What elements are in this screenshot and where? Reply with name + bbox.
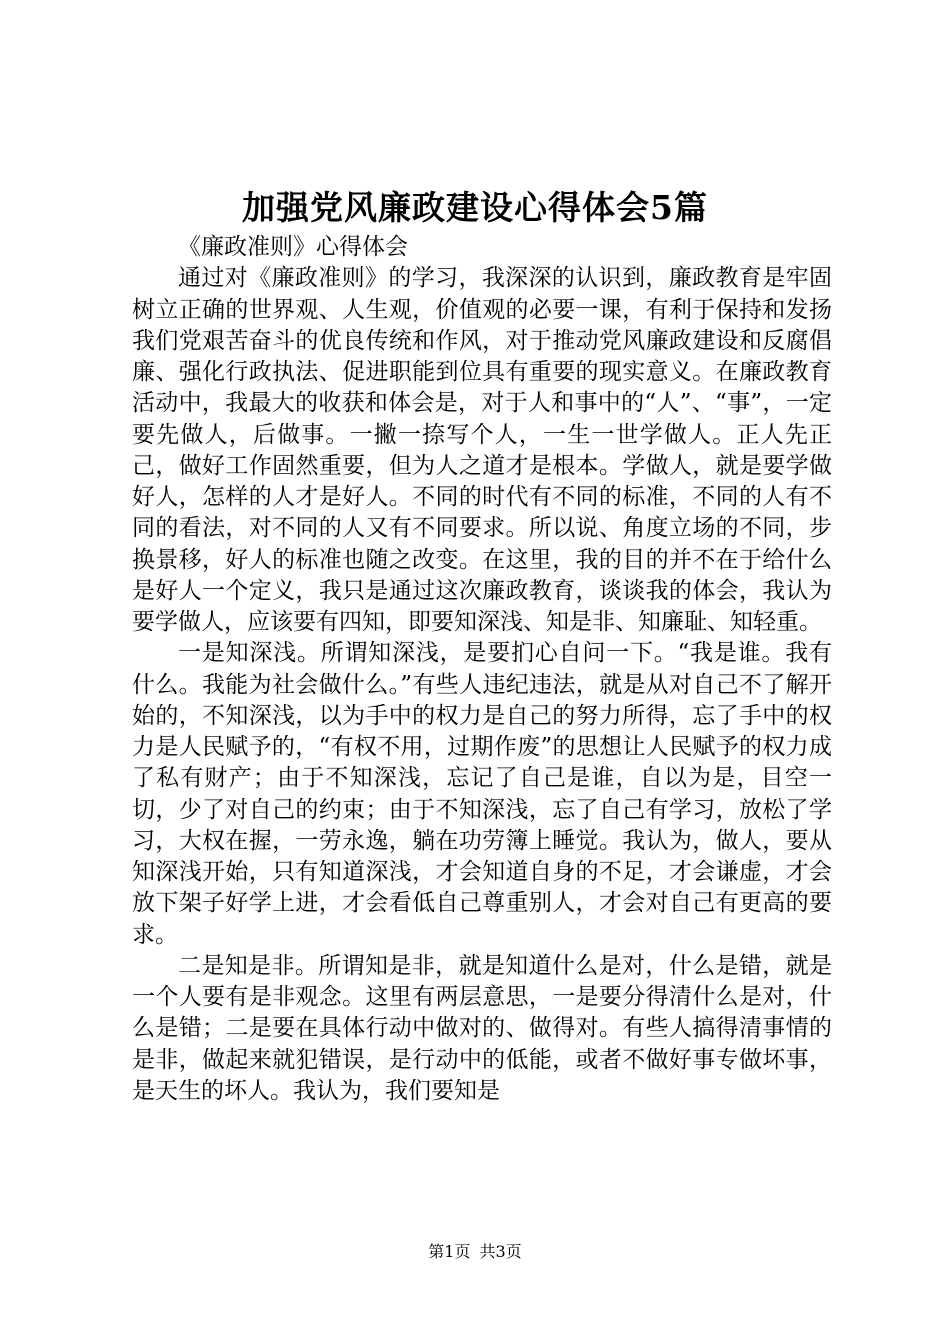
body-paragraph: 一是知深浅。所谓知深浅，是要扪心自问一下。“我是谁。我有什么。我能为社会做什么。”有些人违纪违法，就是从对自己不了解开始的，不知深浅，以为手中的权力是自己的努力所得，忘了手中的权力是人民赋予的，“有权不用，过期作废”的思想让人民赋予的权力成了私有财产；由于不知深浅，忘记了自己是谁，自以为是，目空一切，少了对自己的约束；由于不知深浅，忘了自己有学习，放松了学习，大权在握，一劳永逸，躺在功劳簿上睡觉。我认为，做人，要从知深浅开始，只有知道深浅，才会知道自身的不足，才会谦虚，才会放下架子好学上进，才会看低自己尊重别人，才会对自己有更高的要求。 (132, 640, 832, 948)
body-paragraph-subtitle: 《廉政准则》心得体会 (178, 234, 408, 260)
page-total: 共3页 (479, 1242, 522, 1261)
document-body (132, 232, 832, 1107)
document-title: 加强党风廉政建设心得体会5篇 (242, 188, 708, 227)
body-paragraph: 二是知是非。所谓知是非，就是知道什么是对，什么是错，就是一个人要有是非观念。这里有两层意思，一是要分得清什么是对，什么是错；二是要在具体行动中做对的、做得对。有些人搞得清事情的是非，做起来就犯错误，是行动中的低能，或者不做好事专做坏事，是天生的坏人。我认为，我们要知是 (132, 952, 832, 1104)
page-footer (0, 1240, 950, 1264)
page-number: 第1页 (428, 1242, 471, 1261)
body-paragraph: 通过对《廉政准则》的学习，我深深的认识到，廉政教育是牢固树立正确的世界观、人生观，价值观的必要一课，有利于保持和发扬我们党艰苦奋斗的优良传统和作风，对于推动党风廉政建设和反腐倡廉、强化行政执法、促进职能到位具有重要的现实意义。在廉政教育活动中，我最大的收获和体会是，对于人和事中的“人”、“事”，一定要先做人，后做事。一撇一捺写个人，一生一世学做人。正人先正己，做好工作固然重要，但为人之道才是根本。学做人，就是要学做好人，怎样的人才是好人。不同的时代有不同的标准，不同的人有不同的看法，对不同的人又有不同要求。所以说、角度立场的不同，步换景移，好人的标准也随之改变。在这里，我的目的并不在于给什么是好人一个定义，我只是通过这次廉政教育，谈谈我的体会，我认为要学做人，应该要有四知，即要知深浅、知是非、知廉耻、知轻重。 (132, 265, 832, 635)
